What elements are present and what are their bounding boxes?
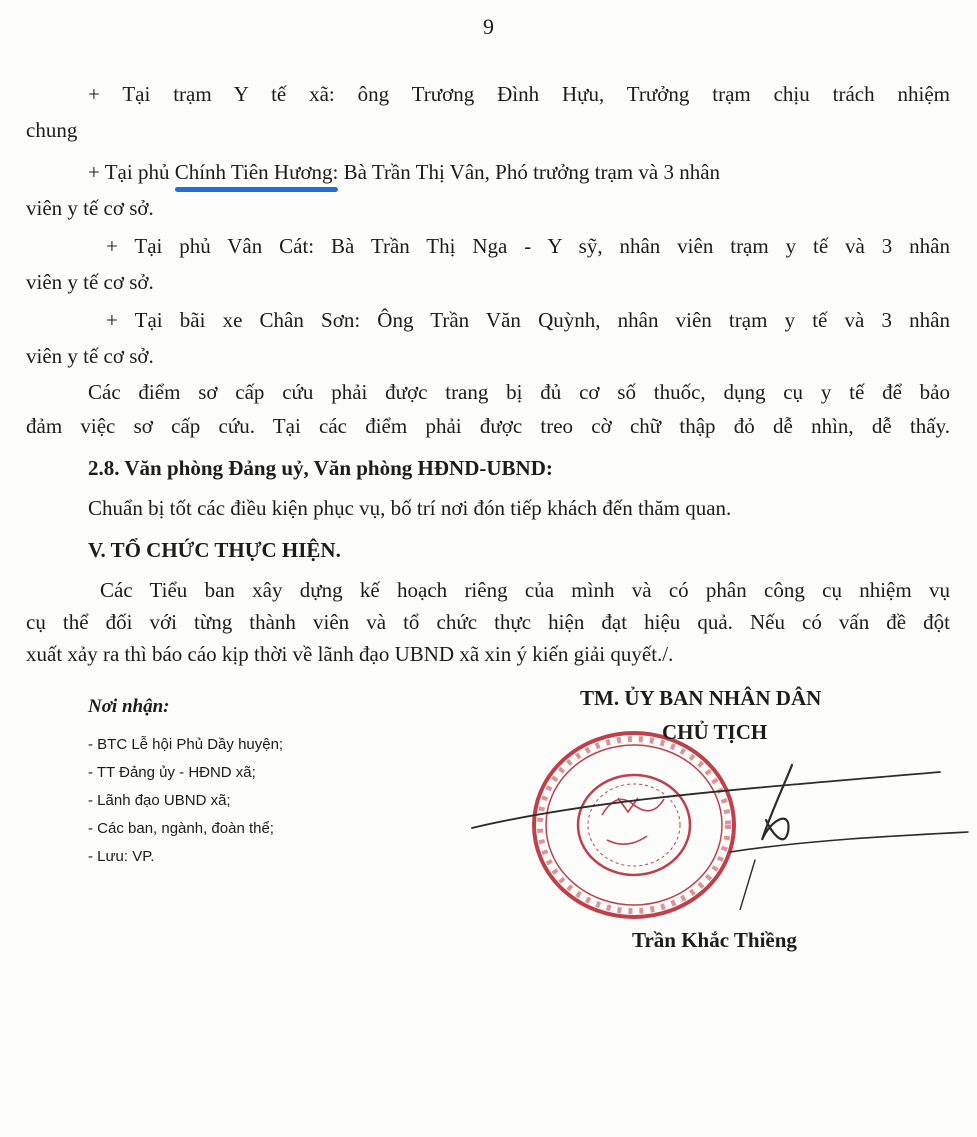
body-line-2: chung bbox=[26, 118, 78, 142]
signer-name: Trần Khắc Thiềng bbox=[632, 928, 797, 952]
body-line-5: + Tại phủ Vân Cát: Bà Trần Thị Nga - Y sỹ, nhân viên trạm y tế và 3 nhân bbox=[106, 234, 950, 258]
page-number: 9 bbox=[483, 14, 494, 39]
body-line-9: Các điểm sơ cấp cứu phải được trang bị đủ cơ số thuốc, dụng cụ y tế để bảo bbox=[88, 380, 950, 404]
body-line-8: viên y tế cơ sở. bbox=[26, 344, 154, 368]
section-heading-2-8: 2.8. Văn phòng Đảng uỷ, Văn phòng HĐND-UBND: bbox=[88, 456, 553, 480]
body-line-7: + Tại bãi xe Chân Sơn: Ông Trần Văn Quỳnh, nhân viên trạm y tế và 3 nhân bbox=[106, 308, 950, 332]
body-line-10: đảm việc sơ cấp cứu. Tại các điểm phải được treo cờ chữ thập đỏ dễ nhìn, dễ thấy. bbox=[26, 414, 950, 438]
signature-organization: TM. ỦY BAN NHÂN DÂN bbox=[580, 686, 822, 710]
body-line-15: cụ thể đối với từng thành viên và tổ chức thực hiện đạt hiệu quả. Nếu có vấn đề đột bbox=[26, 610, 950, 634]
body-line-16: xuất xảy ra thì báo cáo kịp thời về lãnh đạo UBND xã xin ý kiến giải quyết./. bbox=[26, 642, 674, 666]
blue-underline-mark bbox=[175, 187, 339, 192]
body-line-4: viên y tế cơ sở. bbox=[26, 196, 154, 220]
recipient-item: - Lưu: VP. bbox=[88, 848, 155, 865]
line-3-suffix: Bà Trần Thị Vân, Phó trưởng trạm và 3 nhân bbox=[338, 160, 721, 184]
line-3-prefix: + Tại phủ bbox=[88, 160, 175, 184]
body-line-6: viên y tế cơ sở. bbox=[26, 270, 154, 294]
recipient-item: - Các ban, ngành, đoàn thể; bbox=[88, 820, 274, 837]
recipient-item: - Lãnh đạo UBND xã; bbox=[88, 792, 231, 809]
recipient-item: - TT Đảng ủy - HĐND xã; bbox=[88, 764, 256, 781]
section-heading-v: V. TỔ CHỨC THỰC HIỆN. bbox=[88, 538, 341, 562]
signature-strokes bbox=[470, 760, 970, 910]
recipients-title: Nơi nhận: bbox=[88, 696, 170, 717]
signature-role: CHỦ TỊCH bbox=[662, 720, 768, 744]
body-line-3 bbox=[88, 160, 720, 185]
body-line-12: Chuẩn bị tốt các điều kiện phục vụ, bố trí nơi đón tiếp khách đến thăm quan. bbox=[88, 496, 732, 520]
body-line-14: Các Tiểu ban xây dựng kế hoạch riêng của mình và có phân công cụ nhiệm vụ bbox=[100, 578, 950, 602]
underlined-place-name: Chính Tiên Hương: bbox=[175, 160, 339, 184]
recipient-item: - BTC Lễ hội Phủ Dầy huyện; bbox=[88, 736, 284, 753]
body-line-1: + Tại trạm Y tế xã: ông Trương Đình Hựu, Trưởng trạm chịu trách nhiệm bbox=[88, 82, 950, 106]
